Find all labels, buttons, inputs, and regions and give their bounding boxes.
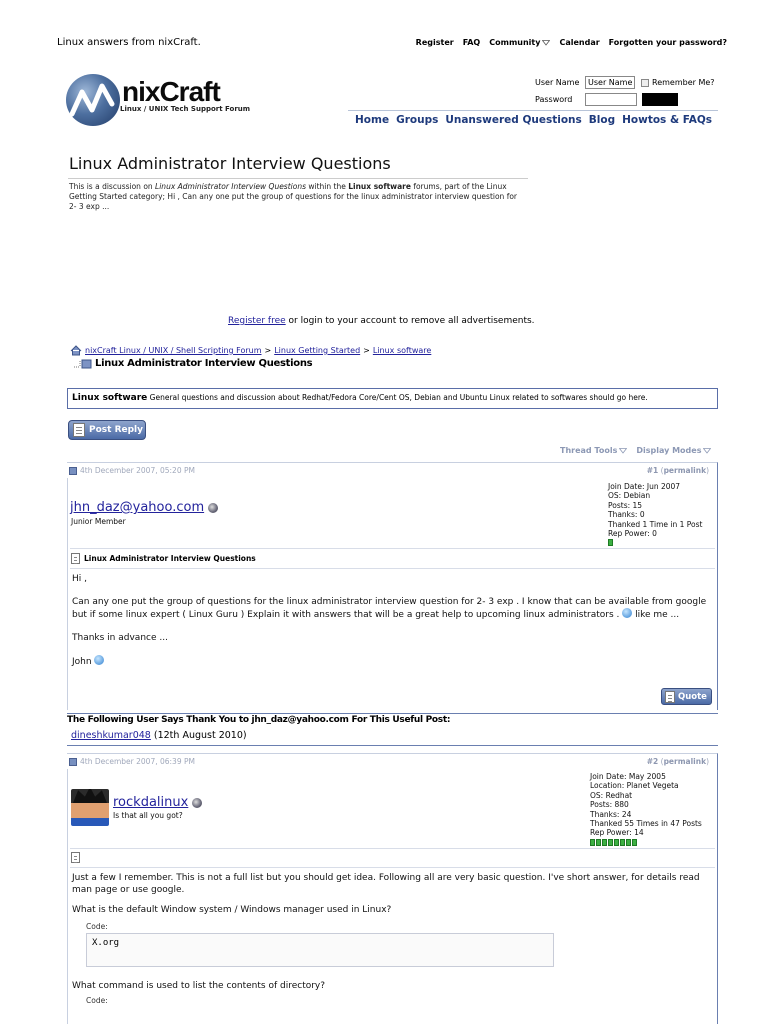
thread-tools-bar <box>560 446 711 455</box>
reputation-block <box>614 839 619 846</box>
post-text: Can any one put the group of questions for the linux administrator interview question for 2- 3 exp . I know that can be available from google but if some linux expert ( Linux Guru ) Explain it with answers that will be a great help to upcoming linux administrators . <box>72 596 707 620</box>
register-notice <box>228 316 535 326</box>
post-number-value[interactable]: #2 <box>646 757 659 766</box>
post-icon <box>69 467 77 475</box>
user-info <box>608 482 702 546</box>
page-title: Linux Administrator Interview Questions <box>69 154 391 173</box>
reputation-bar <box>608 539 702 546</box>
post-icon <box>69 758 77 766</box>
intro-forum: Linux software <box>348 182 411 191</box>
post-paragraph <box>72 655 712 669</box>
faq-link[interactable]: FAQ <box>462 38 481 47</box>
post-text: like me ... <box>632 610 680 620</box>
smiley-icon <box>94 655 104 665</box>
thanks-title: The Following User Says Thank You to jhn_daz@yahoo.com For This Useful Post: <box>67 715 451 725</box>
user-info-line: Rep Power: 0 <box>608 529 657 539</box>
intro-prefix: This is a discussion on <box>69 182 156 191</box>
post-header <box>67 753 718 769</box>
breadcrumb-separator: > <box>264 346 272 355</box>
thanks-date: (12th August 2010) <box>150 730 247 741</box>
avatar[interactable] <box>71 789 109 826</box>
reputation-bar <box>590 839 702 846</box>
forum-description-text: General questions and discussion about Redhat/Fedora Core/Cent OS, Debian and Ubuntu Linux related to softwares should go here. <box>149 393 648 402</box>
reputation-block <box>590 839 595 846</box>
chevron-down-icon <box>703 448 711 454</box>
thanks-user-link[interactable]: dineshkumar048 <box>71 730 151 741</box>
register-notice-text: or login to your account to remove all advertisements. <box>285 316 535 326</box>
post-paragraph: Thanks in advance ... <box>72 632 168 643</box>
post-reply-button[interactable] <box>68 420 146 440</box>
post-paragraph: Hi , <box>72 574 87 584</box>
post-divider <box>70 848 715 849</box>
post-text: John <box>72 657 95 667</box>
forum-name: Linux software <box>72 393 148 403</box>
chevron-down-icon <box>619 448 627 454</box>
post-divider <box>70 867 715 868</box>
reputation-block <box>632 839 637 846</box>
post-border <box>67 478 68 710</box>
reputation-block <box>596 839 601 846</box>
nav-groups[interactable]: Groups <box>396 114 439 126</box>
post-body <box>72 873 712 917</box>
login-form <box>535 74 715 108</box>
remember-me-checkbox[interactable] <box>641 79 649 87</box>
site-logo[interactable] <box>66 72 256 128</box>
user-info-line: Thanks: 0 <box>608 510 645 520</box>
password-input[interactable] <box>585 93 637 106</box>
permalink-link[interactable]: permalink <box>663 757 707 766</box>
remember-me-label: Remember Me? <box>652 78 715 87</box>
post-reply-label: Post Reply <box>89 425 143 435</box>
reputation-block <box>602 839 607 846</box>
user-info-line: OS: Redhat <box>590 790 633 800</box>
user-info <box>590 772 702 846</box>
offline-status-icon <box>192 798 202 808</box>
calendar-link[interactable]: Calendar <box>559 38 600 47</box>
thanks-box <box>67 713 718 746</box>
reputation-block <box>608 839 613 846</box>
code-block[interactable] <box>86 933 554 967</box>
password-label: Password <box>535 95 573 104</box>
breadcrumb-linux-software[interactable]: Linux software <box>372 346 432 355</box>
intro-mid: within the <box>306 182 349 191</box>
code-text: X.org <box>92 938 120 948</box>
reputation-block <box>620 839 625 846</box>
user-info-line: Join Date: May 2005 <box>590 772 666 781</box>
username-label: User Name <box>535 78 580 87</box>
username-input[interactable] <box>585 76 635 89</box>
nav-home[interactable]: Home <box>355 114 390 126</box>
post-title <box>71 553 256 564</box>
site-tagline: Linux answers from nixCraft. <box>57 37 201 48</box>
forum-home-icon[interactable] <box>70 345 82 356</box>
username-text: jhn_daz@yahoo.com <box>70 500 205 515</box>
breadcrumb <box>70 345 431 356</box>
community-label: Community <box>489 38 541 47</box>
nav-divider <box>348 110 718 111</box>
post-question: What command is used to list the contents of directory? <box>72 981 326 991</box>
main-nav <box>355 114 712 126</box>
post-username[interactable] <box>113 795 202 810</box>
thread-heading <box>74 358 312 369</box>
title-divider <box>68 178 528 179</box>
post-divider <box>70 548 715 549</box>
logo-emblem-icon <box>66 74 120 126</box>
username-text: rockdalinux <box>113 795 189 810</box>
login-button[interactable] <box>642 93 678 106</box>
user-info-line: Posts: 880 <box>590 800 629 810</box>
logo-swoosh-icon <box>66 74 120 126</box>
post-border <box>717 769 718 1024</box>
post-username[interactable] <box>70 500 218 515</box>
nav-unanswered[interactable]: Unanswered Questions <box>445 114 582 126</box>
post-doc-icon <box>71 553 80 564</box>
user-info-line: Posts: 15 <box>608 500 643 510</box>
post-body <box>72 574 712 669</box>
post-title-text: Linux Administrator Interview Questions <box>84 554 256 563</box>
breadcrumb-separator: > <box>363 346 370 355</box>
code-label: Code: <box>86 922 108 931</box>
post-border <box>67 769 68 1024</box>
code-label: Code: <box>86 996 108 1005</box>
post-number-value[interactable]: #1 <box>646 466 659 475</box>
user-info-line: Rep Power: 14 <box>590 828 644 838</box>
post-date: 4th December 2007, 06:39 PM <box>80 757 195 766</box>
logo-subtitle: Linux / UNIX Tech Support Forum <box>120 105 251 113</box>
thread-folder-icon <box>74 359 92 369</box>
user-info-line: Thanked 55 Times in 47 Posts <box>590 819 702 829</box>
nav-blog[interactable]: Blog <box>588 114 616 126</box>
quote-button[interactable] <box>661 688 712 705</box>
user-info-line: Location: Planet Vegeta <box>590 781 679 791</box>
post-border <box>717 478 718 710</box>
breadcrumb-forum-home[interactable]: nixCraft Linux / UNIX / Shell Scripting Forum <box>85 346 262 355</box>
thread-heading-title: Linux Administrator Interview Questions <box>95 358 313 369</box>
thread-tools-menu[interactable] <box>560 446 627 455</box>
user-title: Junior Member <box>71 517 126 526</box>
thread-tools-label: Thread Tools <box>560 446 618 455</box>
permalink-link[interactable]: permalink <box>663 466 707 475</box>
user-info-line: Thanked 1 Time in 1 Post <box>608 519 703 529</box>
thread-intro <box>69 182 524 212</box>
post-doc-icon <box>71 852 80 863</box>
post-paragraph <box>72 597 712 622</box>
post-number: #1 (permalink) <box>646 466 709 475</box>
post-question: What is the default Window system / Windows manager used in Linux? <box>72 905 392 915</box>
top-nav <box>416 38 727 47</box>
intro-suffix: forums, part of the Linux Getting Started category; Hi , Can any one put the group of questions for the linux administrator interview question for 2- 3 exp ... <box>69 182 518 211</box>
post-date: 4th December 2007, 05:20 PM <box>80 466 195 475</box>
post-number: #2 (permalink) <box>646 757 709 766</box>
display-modes-label: Display Modes <box>636 446 702 455</box>
logo-wordmark: nixCraft <box>122 76 220 107</box>
thanks-entry <box>71 730 247 741</box>
reply-icon <box>73 423 85 437</box>
reputation-block <box>608 539 613 546</box>
community-menu[interactable] <box>489 38 550 47</box>
intro-topic: Linux Administrator Interview Questions <box>155 182 306 191</box>
user-title: Is that all you got? <box>113 811 183 820</box>
post-header <box>67 462 718 478</box>
display-modes-menu[interactable] <box>636 446 711 455</box>
quote-icon <box>665 691 675 703</box>
forgot-password-link[interactable]: Forgotten your password? <box>608 38 727 47</box>
forum-description <box>67 388 718 409</box>
user-info-line: OS: Debian <box>608 491 651 501</box>
quote-label: Quote <box>678 691 707 702</box>
post-title <box>71 852 80 863</box>
breadcrumb-getting-started[interactable]: Linux Getting Started <box>274 346 361 355</box>
register-free-link[interactable]: Register free <box>228 316 286 326</box>
smiley-icon <box>622 608 632 618</box>
user-info-line: Thanks: 24 <box>590 809 632 819</box>
register-link[interactable]: Register <box>415 38 454 47</box>
reputation-block <box>626 839 631 846</box>
user-info-line: Join Date: Jun 2007 <box>608 482 681 491</box>
post-paragraph: Just a few I remember. This is not a full list but you should get idea. Following all are very basic question. I've short answer, for details read man page or use google. <box>72 873 700 895</box>
offline-status-icon <box>208 503 218 513</box>
chevron-down-icon <box>542 40 550 46</box>
nav-howtos[interactable]: Howtos & FAQs <box>622 114 713 126</box>
post-divider <box>70 568 715 569</box>
